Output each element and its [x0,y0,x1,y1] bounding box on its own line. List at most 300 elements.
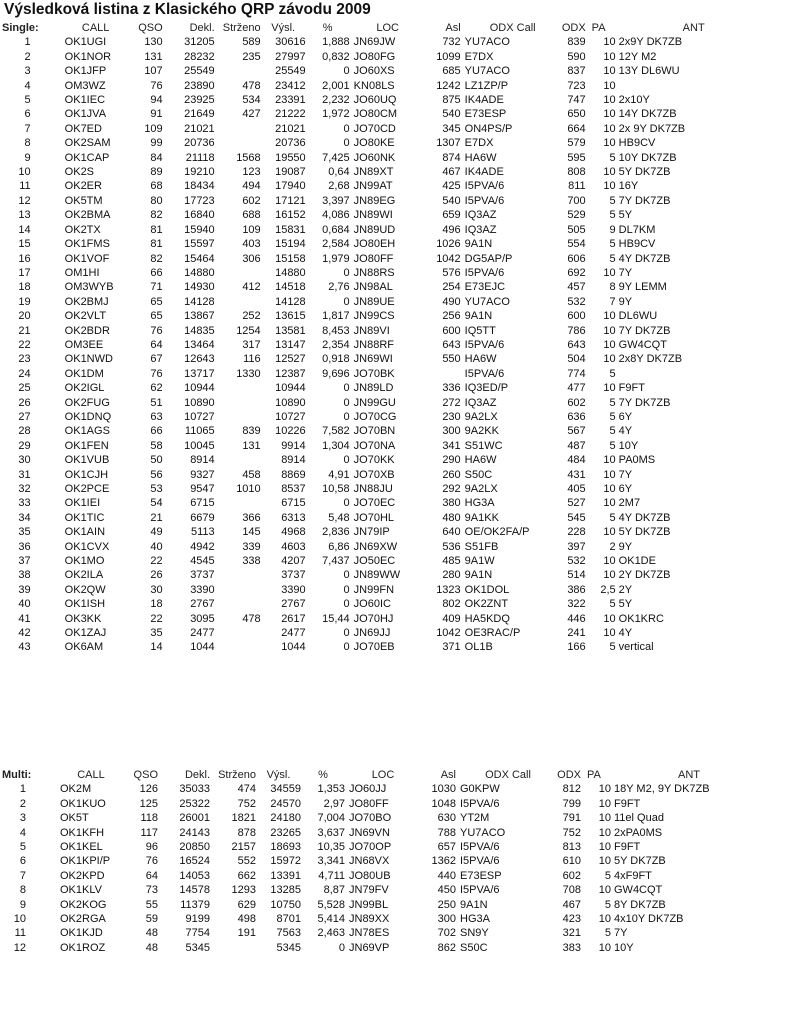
cell-loc: JN78ES [349,927,390,940]
cell-pa: 10 [598,797,611,810]
spacer [39,151,51,165]
cell-rank: 10 [18,166,31,179]
cell-call: OK2BMA [64,209,111,222]
cell-qso: 53 [150,483,163,495]
cell-loc: JN69WI [353,353,393,366]
cell-vysl: 2767 [281,598,306,611]
cell-asl: 480 [442,511,461,524]
cell-loc: JN89VI [353,324,390,337]
cell-qso: 14 [150,641,163,654]
cell-strzeno [215,410,261,424]
cell-odx: 692 [567,266,586,279]
single-header-pct: % [322,22,333,34]
cell-call: OK1NOR [64,50,112,63]
cell-vysl: 10226 [275,425,306,438]
table-row [2,869,764,883]
cell-ant: 2x9Y DK7ZB [618,36,683,49]
cell-pa: 10 [603,627,616,640]
cell-pct: 3,341 [317,855,345,868]
cell-strzeno [215,295,261,309]
multi-header-loc: LOC [371,769,395,781]
table-row [2,626,769,640]
cell-vysl: 15972 [270,855,301,868]
spacer [39,79,51,93]
spacer [46,883,60,897]
cell-asl: 1026 [436,238,461,251]
cell-pct: 4,086 [322,209,350,222]
spacer [39,525,51,539]
cell-dekl: 14578 [179,884,210,897]
spacer [51,410,65,424]
table-row [2,179,769,193]
cell-ant: 4x10Y DK7ZB [614,913,684,926]
cell-strzeno: 629 [237,898,256,911]
cell-asl: 788 [437,826,456,839]
cell-pct: 4,91 [328,468,350,481]
spacer [34,826,46,840]
cell-odx-call: HA5KDQ [464,612,510,625]
spacer [34,854,46,868]
table-row [2,468,769,482]
cell-dekl: 31205 [184,36,215,49]
table-row [2,612,769,626]
cell-vysl: 8701 [276,913,301,926]
cell-pa: 5 [609,151,616,164]
cell-pa: 10 [603,555,616,568]
spacer [39,540,51,554]
cell-pct: 0 [343,641,350,654]
spacer [51,439,65,453]
multi-header-pa: PA [587,769,601,781]
cell-qso: 49 [150,526,163,539]
cell-pa: 10 [598,855,611,868]
cell-strzeno: 252 [242,310,261,323]
cell-asl: 450 [437,884,456,897]
cell-rank: 36 [18,540,31,553]
cell-rank: 20 [18,310,31,323]
cell-pa: 5 [609,410,616,423]
table-row [2,424,769,438]
cell-odx-call: S50C [464,468,493,481]
cell-ant: 14Y DK7ZB [618,108,677,121]
cell-ant [619,367,769,381]
cell-strzeno [215,626,261,640]
cell-call: OK2QW [64,583,106,596]
cell-strzeno: 2157 [231,841,256,854]
cell-loc: JO70EC [353,497,396,510]
cell-odx-call: IQ3ED/P [464,382,509,395]
cell-qso: 64 [150,338,163,351]
spacer [51,338,65,352]
table-row [2,79,769,93]
cell-odx: 812 [562,783,581,796]
cell-odx-call: E7DX [464,50,494,63]
cell-qso: 48 [145,941,158,954]
cell-odx: 650 [567,108,586,121]
cell-pct: 0 [343,497,350,510]
cell-pct: 2,836 [322,526,350,539]
spacer [51,179,65,193]
spacer [39,496,51,510]
cell-ant: HB9CV [618,137,656,150]
spacer [51,396,65,410]
spacer [39,439,51,453]
cell-asl: 425 [442,180,461,193]
cell-qso: 51 [150,396,163,409]
cell-strzeno [215,568,261,582]
cell-call: OK2BMJ [64,295,109,308]
cell-vysl: 12527 [275,353,306,366]
table-row [2,324,769,338]
cell-dekl: 14128 [184,295,215,308]
cell-ant: 4Y [618,425,633,438]
spacer [46,869,60,883]
table-row [2,854,764,868]
cell-strzeno: 1010 [236,483,261,495]
spacer [39,194,51,208]
cell-pa: 10 [603,108,616,121]
cell-pct: 0 [343,396,350,409]
spacer [39,280,51,294]
cell-odx-call: I5PVA/6 [460,855,500,868]
spacer [34,840,46,854]
cell-call: OK1MO [64,555,105,568]
table-row [2,35,769,49]
cell-qso: 99 [150,137,163,150]
cell-vysl: 23265 [270,826,301,839]
cell-vysl: 17121 [275,194,306,207]
cell-odx: 747 [567,94,586,107]
cell-asl: 702 [437,927,456,940]
cell-odx-call: LZ1ZP/P [464,79,509,92]
cell-pa: 10 [603,324,616,337]
cell-pa: 8 [609,281,616,294]
cell-pa: 10 [598,826,611,839]
table-row [2,396,769,410]
cell-rank: 4 [19,826,26,839]
multi-header-odx: ODX [557,769,581,781]
spacer [39,612,51,626]
cell-asl: 440 [437,869,456,882]
cell-vysl: 10727 [275,410,306,423]
cell-ant: vertical [618,641,654,654]
cell-vysl: 13285 [270,884,301,897]
cell-vysl: 10750 [270,898,301,911]
spacer [39,640,51,654]
spacer [39,179,51,193]
cell-rank: 40 [18,598,31,611]
cell-odx-call: I5PVA/6 [464,266,505,279]
cell-vysl: 8869 [281,468,306,481]
cell-asl: 874 [442,151,461,164]
cell-rank: 8 [19,884,26,897]
cell-rank: 22 [18,338,31,351]
cell-vysl: 4207 [281,555,306,568]
cell-loc: JN99CS [353,310,395,323]
cell-asl: 256 [442,310,461,323]
cell-rank: 2 [24,50,31,63]
cell-pa: 10 [598,783,611,796]
cell-dekl: 2477 [190,627,215,640]
cell-vysl: 34559 [270,783,301,796]
cell-asl: 643 [442,338,461,351]
cell-loc: JN69JW [353,36,396,49]
cell-pa: 10 [603,122,616,135]
table-row [2,64,769,78]
cell-call: OK2M [60,783,92,796]
cell-pa: 10 [603,497,616,510]
cell-dekl: 25549 [184,65,215,78]
cell-rank: 6 [19,855,26,868]
table-row [2,50,769,64]
cell-pct: 0 [343,598,350,611]
cell-pct: 1,888 [322,36,350,49]
cell-vysl: 3390 [281,583,306,596]
cell-rank: 18 [18,281,31,294]
cell-strzeno [215,136,261,150]
cell-loc: JO70BN [353,425,396,438]
cell-call: OK1CVX [64,540,110,553]
cell-dekl: 4545 [190,555,215,568]
cell-odx: 386 [567,583,586,596]
cell-odx-call: E73ESP [464,108,507,121]
cell-asl: 292 [442,483,461,495]
spacer [51,554,65,568]
cell-dekl: 14930 [184,281,215,294]
cell-qso: 81 [150,238,163,251]
cell-strzeno [215,597,261,611]
cell-rank: 38 [18,569,31,582]
cell-qso: 76 [145,855,158,868]
cell-rank: 10 [13,913,26,926]
cell-call: OK1VOF [64,252,110,265]
cell-pct: 0 [343,382,350,395]
spacer [46,782,60,796]
cell-asl: 341 [442,439,461,452]
cell-dekl: 14053 [179,869,210,882]
cell-loc: JN99BL [349,898,389,911]
cell-rank: 2 [19,797,26,810]
spacer [51,597,65,611]
cell-vysl: 1044 [281,641,306,654]
cell-loc: JN89EG [353,194,396,207]
cell-odx: 423 [562,913,581,926]
cell-pct: 0 [343,583,350,596]
cell-strzeno: 478 [242,612,261,625]
table-row [2,554,769,568]
cell-pa: 5 [609,439,616,452]
cell-call: OK1JVA [64,108,107,121]
cell-call: OK1ISH [64,598,106,611]
table-row [2,367,769,381]
cell-odx: 579 [567,137,586,150]
multi-header-qso: QSO [133,769,158,781]
cell-loc: JO50EC [353,555,396,568]
spacer [34,797,46,811]
cell-qso: 126 [139,783,158,796]
spacer [51,50,65,64]
cell-vysl: 6313 [281,511,306,524]
cell-vysl: 17940 [275,180,306,193]
cell-rank: 33 [18,497,31,510]
cell-ant: 4Y [618,627,633,640]
spacer [34,782,46,796]
spacer [39,424,51,438]
cell-asl: 1048 [431,797,456,810]
cell-call: OK7ED [64,122,102,135]
cell-odx-call: 9A1W [464,555,495,568]
cell-qso: 76 [150,324,163,337]
cell-odx-call: I5PVA/6 [464,194,505,207]
cell-pa: 5 [609,238,616,251]
cell-rank: 7 [24,122,31,135]
cell-strzeno: 1254 [236,324,261,337]
cell-rank: 19 [18,295,31,308]
cell-odx: 322 [567,598,586,611]
cell-pct: 0 [338,941,345,954]
spacer [39,266,51,280]
table-row [2,352,769,366]
cell-dekl: 15597 [184,238,215,251]
cell-vysl: 18693 [270,841,301,854]
cell-strzeno [210,941,256,955]
cell-pct: 1,304 [322,439,350,452]
table-row [2,912,764,926]
table-row [2,883,764,897]
cell-strzeno: 412 [242,281,261,294]
spacer [39,583,51,597]
cell-odx: 752 [562,826,581,839]
cell-dekl: 16524 [179,855,210,868]
cell-qso: 76 [150,79,163,92]
cell-vysl: 4968 [281,526,306,539]
cell-loc: JO80CM [353,108,398,121]
spacer [39,122,51,136]
cell-vysl: 2617 [281,612,306,625]
cell-ant: OK1DE [618,555,656,568]
cell-loc: JN99AT [353,180,393,193]
spacer [39,21,51,35]
cell-odx: 405 [567,483,586,495]
cell-qso: 35 [150,627,163,640]
cell-pa: 10 [598,941,611,954]
single-header-ant: ANT [682,22,705,34]
cell-odx-call: OE/OK2FA/P [464,526,530,539]
spacer [39,468,51,482]
cell-asl: 875 [442,94,461,107]
cell-odx: 813 [562,841,581,854]
cell-ant: F9FT [614,797,641,810]
cell-dekl: 17723 [184,194,215,207]
cell-odx-call: I5PVA/6 [464,338,505,351]
multi-header-pct: % [318,769,328,781]
cell-qso: 65 [150,295,163,308]
cell-dekl: 14835 [184,324,215,337]
cell-loc: JO60XS [353,65,395,78]
cell-rank: 3 [24,65,31,78]
cell-vysl: 14518 [275,281,306,294]
cell-call: OK1VUB [64,454,110,467]
cell-asl: 1042 [436,627,461,640]
spacer [39,568,51,582]
cell-odx: 606 [567,252,586,265]
cell-call: OK2ILA [64,569,104,582]
cell-strzeno [215,396,261,410]
cell-odx-call: YU7ACO [460,826,506,839]
page-title: Výsledková listina z Klasického QRP závodu 2009 [4,1,371,18]
cell-vysl: 13581 [275,324,306,337]
spacer [51,568,65,582]
cell-odx-call: HA6W [464,151,497,164]
multi-header-call: CALL [77,769,105,781]
cell-asl: 1099 [436,50,461,63]
cell-loc: JN69VP [349,941,390,954]
cell-ant: OK1KRC [618,612,664,625]
spacer [34,926,46,940]
cell-pa: 10 [603,353,616,366]
cell-odx: 602 [562,869,581,882]
cell-loc: JO60UQ [353,94,397,107]
table-row [2,511,769,525]
table-row [2,93,769,107]
cell-pct: 3,397 [322,194,350,207]
cell-qso: 118 [140,812,158,825]
cell-odx: 786 [567,324,586,337]
table-row [2,797,764,811]
cell-pa: 10 [603,382,616,395]
cell-pct: 7,004 [317,812,345,825]
single-header-row [2,21,769,35]
cell-pct: 1,817 [322,310,350,323]
cell-vysl: 16152 [275,209,306,222]
cell-vysl: 9914 [281,439,306,452]
spacer [46,912,60,926]
table-row [2,208,769,222]
cell-odx-call: IK4ADE [464,94,504,107]
cell-odx: 532 [567,555,586,568]
cell-call: OK1FMS [64,238,110,251]
cell-ant: 18Y M2, 9Y DK7ZB [614,783,710,796]
cell-odx: 610 [562,855,581,868]
cell-pa: 10 [603,310,616,323]
cell-call: OK2VLT [64,310,107,323]
table-row [2,194,769,208]
cell-qso: 26 [150,569,163,582]
cell-call: OK2SAM [64,137,111,150]
cell-pa: 10 [598,812,611,825]
spacer [51,525,65,539]
table-row [2,568,769,582]
cell-pct: 2,584 [322,238,350,251]
cell-vysl: 6715 [281,497,306,510]
cell-pct: 8,87 [323,884,345,897]
cell-call: OK1IEI [64,497,101,510]
cell-odx-call: YU7ACO [464,65,510,78]
cell-qso: 54 [150,497,163,510]
spacer [51,64,65,78]
spacer [51,280,65,294]
cell-odx-call: I5PVA/6 [464,180,505,193]
cell-pa: 10 [603,569,616,582]
cell-odx: 811 [568,180,586,193]
cell-odx-call: 9A1N [464,569,493,582]
cell-ant: 2x 9Y DK7ZB [618,122,686,135]
cell-loc: JO70CD [353,122,396,135]
cell-vysl: 21222 [275,108,306,121]
cell-odx-call: 9A2KK [464,425,499,438]
cell-qso: 22 [150,555,163,568]
cell-strzeno [215,583,261,597]
